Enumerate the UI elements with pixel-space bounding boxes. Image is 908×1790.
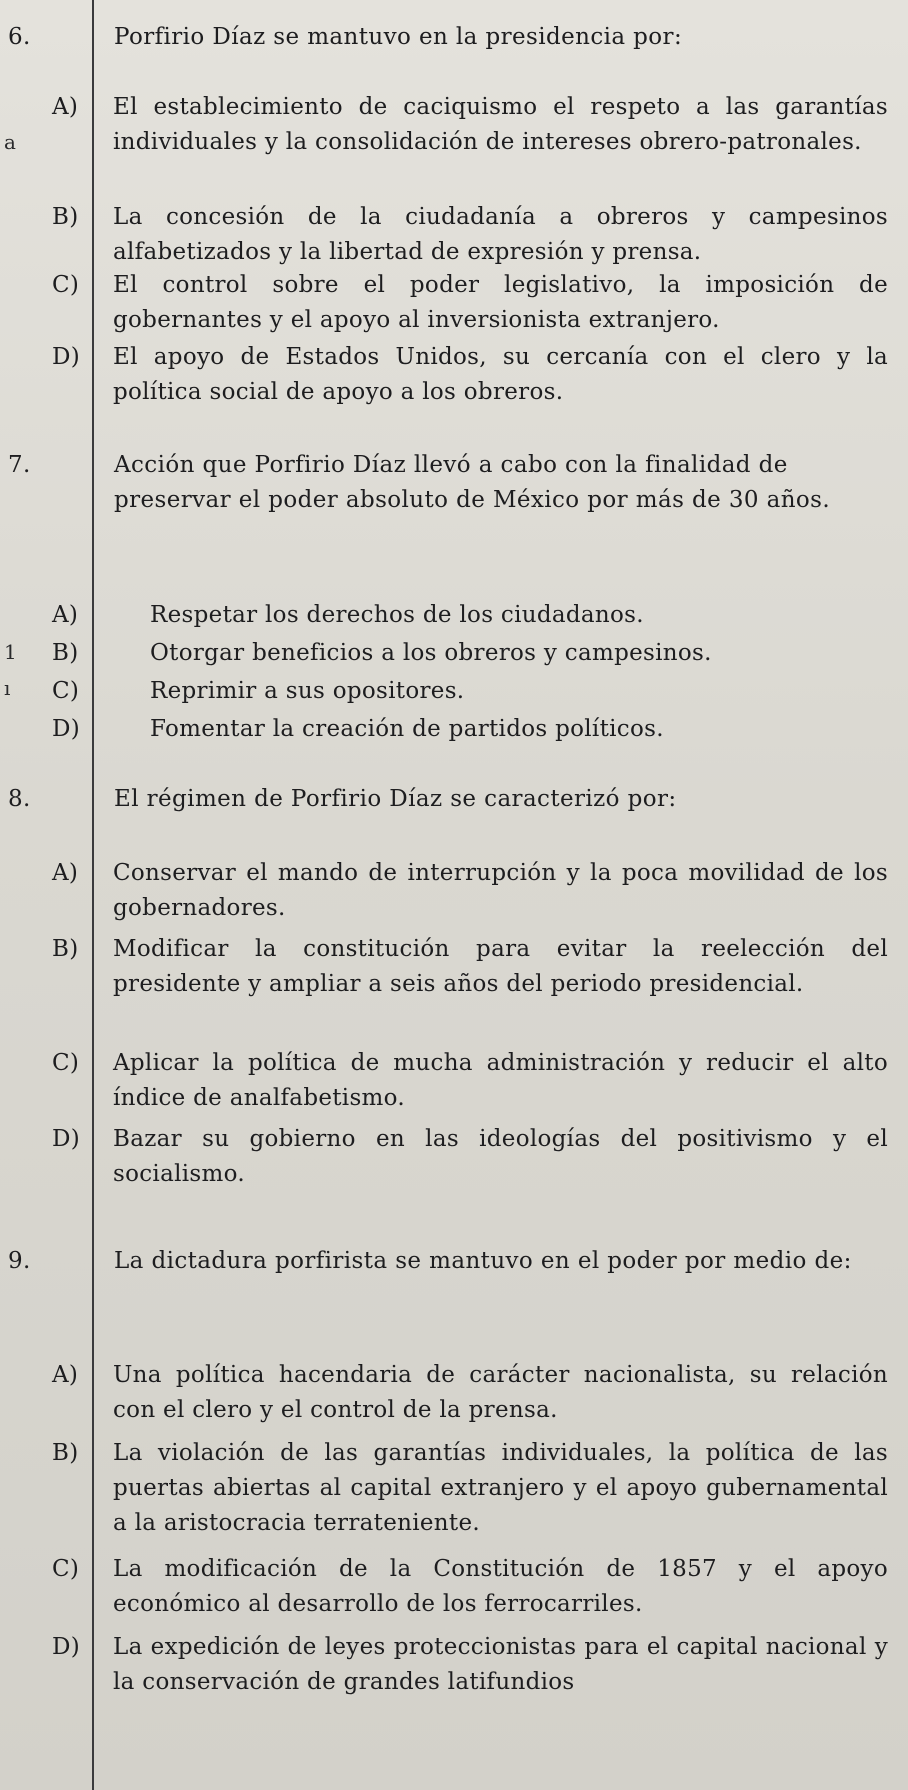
option-letter: D) (52, 1634, 81, 1660)
question-number: 6. (8, 24, 31, 50)
option-letter: D) (52, 1126, 81, 1152)
question-number: 9. (8, 1248, 31, 1274)
question-number: 8. (8, 786, 31, 812)
option-text: Fomentar la creación de partidos políticos. (150, 716, 664, 742)
option-letter: B) (52, 204, 79, 230)
option-letter: B) (52, 936, 79, 962)
option-letter: C) (52, 1556, 80, 1582)
option-letter: B) (52, 1440, 79, 1466)
question-number: 7. (8, 452, 31, 478)
question-text: El régimen de Porfirio Díaz se caracterizó por: (114, 786, 677, 812)
option-letter: C) (52, 1050, 80, 1076)
option-text: La concesión de la ciudadanía a obreros y campesinos alfabetizados y la libertad de expresión y prensa. (113, 204, 888, 265)
margin-mark: ı (4, 676, 11, 700)
option-text: Respetar los derechos de los ciudadanos. (150, 602, 644, 628)
option-text: Otorgar beneficios a los obreros y campesinos. (150, 640, 712, 666)
option-text: El control sobre el poder legislativo, la imposición de gobernantes y el apoyo al inversionista extranjero. (113, 272, 888, 333)
option-text: La modificación de la Constitución de 1857 y el apoyo económico al desarrollo de los ferrocarriles. (113, 1556, 888, 1617)
option-text: Modificar la constitución para evitar la reelección del presidente y ampliar a seis años del periodo presidencial. (113, 936, 888, 997)
margin-rule (92, 0, 94, 1790)
option-text: La expedición de leyes proteccionistas para el capital nacional y la conservación de grandes latifundios (113, 1634, 888, 1695)
option-letter: B) (52, 640, 79, 666)
question-text: La dictadura porfirista se mantuvo en el poder por medio de: (114, 1248, 852, 1274)
option-letter: A) (52, 94, 79, 120)
option-text: El apoyo de Estados Unidos, su cercanía con el clero y la política social de apoyo a los obreros. (113, 344, 888, 405)
margin-mark: 1 (4, 640, 17, 664)
option-letter: A) (52, 602, 79, 628)
question-text: Acción que Porfirio Díaz llevó a cabo con la finalidad de preservar el poder absoluto de México por más de 30 años. (114, 452, 831, 513)
option-text: Conservar el mando de interrupción y la poca movilidad de los gobernadores. (113, 860, 888, 921)
option-letter: C) (52, 272, 80, 298)
option-text: Aplicar la política de mucha administración y reducir el alto índice de analfabetismo. (113, 1050, 888, 1111)
option-letter: D) (52, 344, 81, 370)
question-text: Porfirio Díaz se mantuvo en la presidencia por: (114, 24, 683, 50)
option-letter: C) (52, 678, 80, 704)
option-letter: D) (52, 716, 81, 742)
option-text: La violación de las garantías individuales, la política de las puertas abiertas al capital extranjero y el apoyo gubernamental a la aristocracia terrateniente. (113, 1440, 888, 1536)
margin-mark: a (4, 130, 16, 154)
option-text: Bazar su gobierno en las ideologías del positivismo y el socialismo. (113, 1126, 888, 1187)
option-text: Reprimir a sus opositores. (150, 678, 465, 704)
option-letter: A) (52, 1362, 79, 1388)
option-text: El establecimiento de caciquismo el respeto a las garantías individuales y la consolidación de intereses obrero-patronales. (113, 94, 888, 155)
option-text: Una política hacendaria de carácter nacionalista, su relación con el clero y el control de la prensa. (113, 1362, 888, 1423)
option-letter: A) (52, 860, 79, 886)
